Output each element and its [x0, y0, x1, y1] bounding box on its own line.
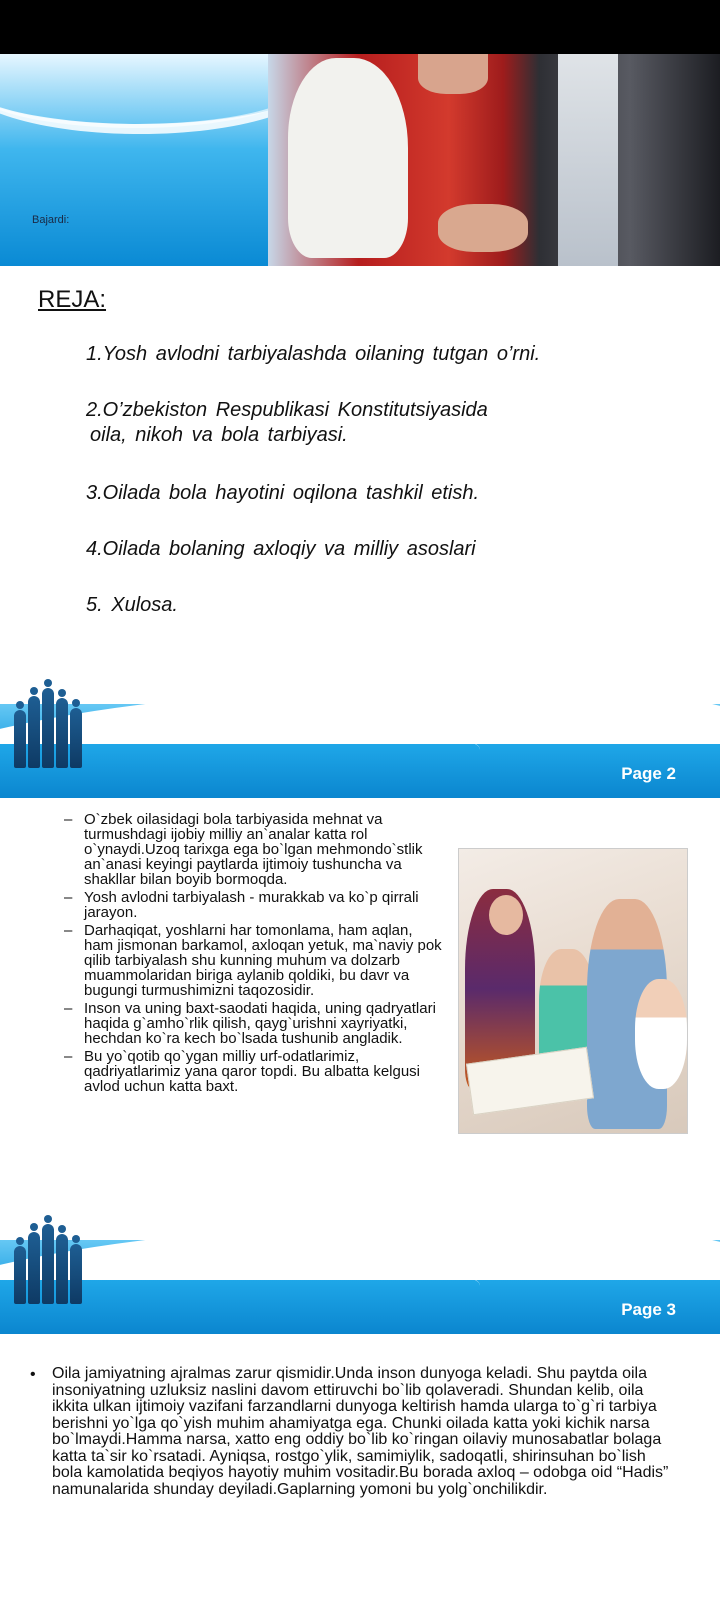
- photo-father-figure: [558, 54, 618, 266]
- slide-footer-banner: [0, 1204, 720, 1334]
- slide4-paragraph: Oila jamiyatning ajralmas zarur qismidir.Unda inson dunyoga keladi. Shu paytda oila insoniyatning uzluksiz naslini davom ettiruvchi bo`lib qolaveradi. Shundan kelib, oila ikkita ulkan ijtimoiy vazifani farzandlarni dunyoga keltirish hamda ularga to`g`ri tarbiya berishni yo`lga qo`yish muhim ahamiyatga ega. Chunki oilada katta yoki kichik narsa bo`lmaydi.Hamma narsa, xatto eng oddiy bo`lib ko`ringan oilaviy munosabatlar bolaga katta ta`sir ko`rsatadi. Ayniqsa, rostgo`ylik, samimiylik, sadoqatli, shirinsuhan bo`lish bola kamolatida beqiyos hayotiy muhim vositadir.Bu borada axloq – odobga oid “Hadis” namunalarida shunday deyiladi.Gaplarning yomoni bu yolg`onchilikdir.: [52, 1365, 669, 1498]
- reja-item-1: 1.Yosh avlodni tarbiyalashda oilaning tutgan o’rni.: [86, 343, 541, 365]
- page-number-label: Page 2: [621, 764, 676, 783]
- reja-item-4: 4.Oilada bolaning axloqiy va milliy asoslari: [86, 538, 476, 560]
- reja-item-2-line-1: 2.O’zbekiston Respublikasi Konstitutsiyasida: [86, 399, 488, 421]
- slide3-item-2: – Yosh avlodni tarbiyalash - murakkab va ko`p qirrali jarayon.: [64, 890, 444, 920]
- slide3-item-1: – O`zbek oilasidagi bola tarbiyasida mehnat va turmushdagi ijobiy milliy an`analar katta rol o`ynaydi.Uzoq tarixga ega bo`lgan mehmondo`stlik an`anasi keyingi paytlarda ijtimoiy tushuncha va shakllar bilan boyib bormoqda.: [64, 812, 444, 887]
- slide3-bullet-list: [64, 812, 444, 1097]
- title-slide-header: [0, 54, 720, 266]
- reja-item-5: 5. Xulosa.: [86, 594, 178, 616]
- photo-mother-figure: [418, 54, 488, 94]
- people-silhouette-icon: [10, 668, 90, 768]
- bullet-icon: •: [30, 1366, 36, 1383]
- family-reading-photo: [458, 848, 688, 1134]
- slide3-item-4: – Inson va uning baxt-saodati haqida, uning qadryatlari haqida g`amho`rlik qilish, qayg`urishni xayriyatki, hechdan ko`ra kech bo`lsada tushunib angladik.: [64, 1001, 444, 1046]
- photo-baby-figure: [288, 58, 408, 258]
- page-number-label: Page 3: [621, 1300, 676, 1319]
- slide3-item-3: – Darhaqiqat, yoshlarni har tomonlama, ham aqlan, ham jismonan barkamol, axloqan yetuk, ma`naviy pok qilib tarbiyalash shu kunning muhum va dolzarb muammolaridan biriga aylanib qoldiki, bu davr va bugungi turmushimizni taqozosidir.: [64, 923, 444, 998]
- people-silhouette-icon: [10, 1204, 90, 1304]
- reja-item-3: 3.Oilada bola hayotini oqilona tashkil etish.: [86, 482, 480, 504]
- blue-decorative-panel: [0, 54, 270, 266]
- reja-item-2-line-2: oila, nikoh va bola tarbiyasi.: [90, 424, 348, 446]
- photo-mother-face: [489, 895, 523, 935]
- top-black-bar: [0, 0, 720, 54]
- slide3-item-5: – Bu yo`qotib qo`ygan milliy urf-odatlarimiz, qadriyatlarimiz yana qaror topdi. Bu albatta kelgusi avlod uchun katta baxt.: [64, 1049, 444, 1094]
- photo-hand-figure: [438, 204, 528, 252]
- reja-title: REJA:: [38, 286, 107, 313]
- reja-item-2: [86, 398, 488, 448]
- bajardi-label: Bajardi:: [32, 214, 70, 226]
- family-photo: [268, 54, 720, 266]
- slide-footer-banner: [0, 668, 720, 798]
- photo-baby-figure: [635, 979, 687, 1089]
